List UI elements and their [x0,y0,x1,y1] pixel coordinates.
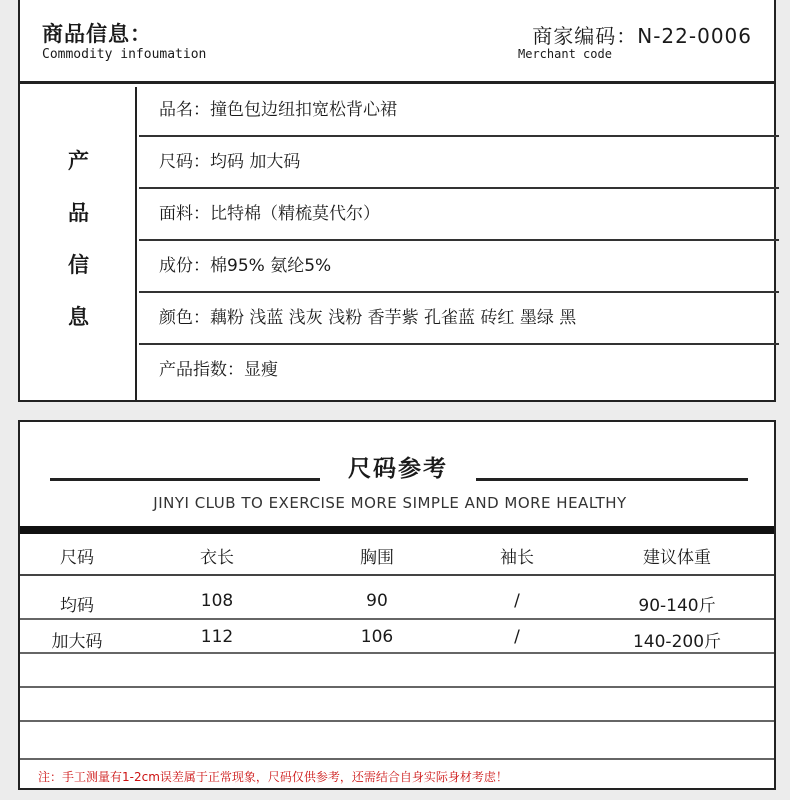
table-cell: 108 [200,591,234,611]
size-reference-card [18,420,776,790]
info-row-index: 产品指数：显瘦 [159,360,278,380]
info-row-fabric: 面料：比特棉（精梳莫代尔） [139,189,779,241]
info-row-name: 品名：撞色包边纽扣宽松背心裙 [139,85,779,137]
title-rule-left [50,478,320,481]
table-cell: / [514,627,520,647]
side-label-column [20,87,137,400]
table-row-divider [20,686,774,688]
table-row-divider [20,618,774,620]
info-row-colors: 颜色：藕粉 浅蓝 浅灰 浅粉 香芋紫 孔雀蓝 砖红 墨绿 黑 [139,293,779,345]
column-header: 建议体重 [643,548,711,568]
table-row-divider [20,652,774,654]
size-reference-subtitle: JINYI CLUB TO EXERCISE MORE SIMPLE AND MORE HEALTHY [153,494,627,512]
table-cell: 90 [366,591,388,611]
column-header: 衣长 [200,548,234,568]
side-label-char: 品 [68,201,89,225]
column-header: 胸围 [360,548,394,568]
product-info-card [18,0,776,402]
product-info-subtitle: Commodity infoumation [42,47,207,62]
table-cell: / [514,591,520,611]
table-cell: 112 [200,627,234,647]
product-info-title: 商品信息： [42,22,152,46]
info-row-size: 尺码：均码 加大码 [139,137,779,189]
side-label-char: 信 [68,253,89,277]
product-info-header [20,0,774,84]
measurement-note: 注：手工测量有1-2cm误差属于正常现象，尺码仅供参考，还需结合自身实际身材考虑！ [38,770,508,784]
title-rule-right [476,478,748,481]
column-header: 袖长 [500,548,534,568]
merchant-code: 商家编码：N-22-0006 [532,24,752,48]
table-cell: 加大码 [51,632,103,652]
table-row-divider [20,758,774,760]
table-cell: 140-200斤 [632,632,722,652]
table-cell: 90-140斤 [638,596,716,616]
merchant-code-subtitle: Merchant code [518,47,612,61]
table-row-divider [20,720,774,722]
header-divider-bar [20,526,774,534]
side-label-char: 息 [68,305,89,329]
side-label-char: 产 [68,149,89,173]
info-row-composition: 成份：棉95% 氨纶5% [139,241,779,293]
table-row-divider [20,574,774,576]
size-reference-title: 尺码参考 [348,456,448,482]
table-cell: 均码 [60,596,94,616]
column-header: 尺码 [60,548,94,568]
table-cell: 106 [360,627,394,647]
